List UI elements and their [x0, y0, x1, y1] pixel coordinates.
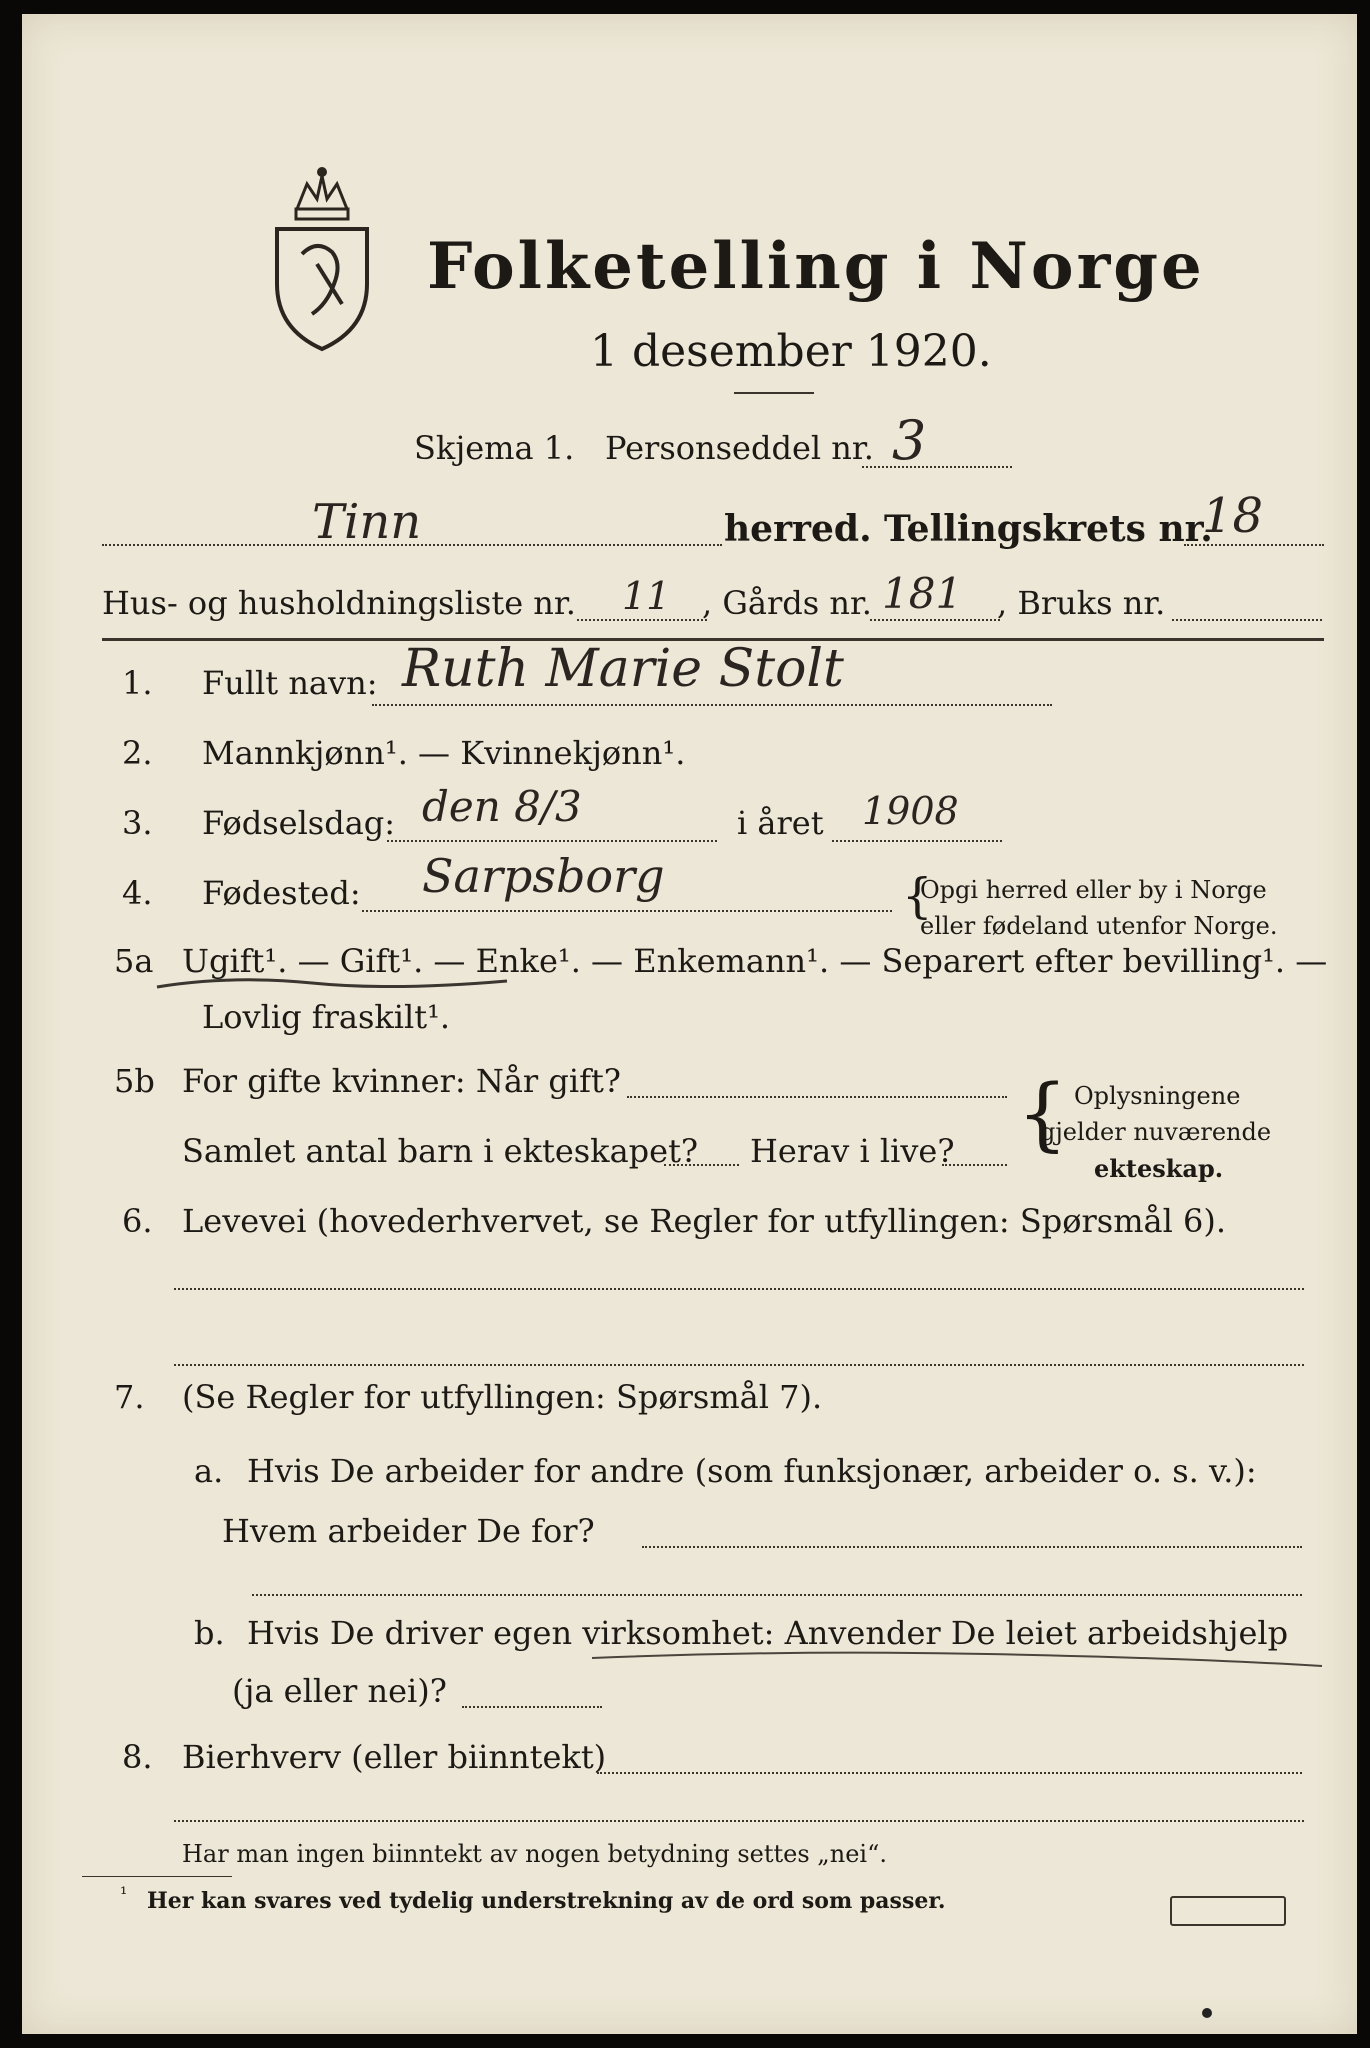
q5a-label: Ugift¹. — Gift¹. — Enke¹. — Enkemann¹. — Separert efter bevilling¹. —	[182, 942, 1328, 980]
krets-label: Tellingskrets nr.	[884, 508, 1213, 550]
schema-label: Skjema 1.	[414, 429, 575, 467]
herred-label: herred.	[724, 508, 872, 550]
q4-note-line-1: Opgi herred eller by i Norge	[920, 876, 1267, 904]
q7-label: (Se Regler for utfyllingen: Spørsmål 7).	[182, 1378, 823, 1416]
q5b-label: For gifte kvinner: Når gift?	[182, 1062, 621, 1100]
q5b-note-bracket: {	[1017, 1067, 1068, 1160]
printer-stamp-icon	[1170, 1896, 1286, 1926]
q5b-note-line-1: Oplysningene	[1074, 1082, 1241, 1110]
birthplace-value[interactable]: Sarpsborg	[422, 849, 665, 903]
hus-label: Hus- og husholdningsliste nr.	[102, 584, 576, 622]
q5b-label-2: Samlet antal barn i ekteskapet?	[182, 1132, 699, 1170]
full-name-value[interactable]: Ruth Marie Stolt	[402, 639, 844, 699]
q8-label: Bierhverv (eller biinntekt)	[182, 1738, 607, 1776]
q1-number: 1.	[122, 664, 153, 702]
q7b-underline	[587, 1644, 1327, 1674]
gards-label: , Gårds nr.	[702, 584, 872, 622]
form-title: Folketelling i Norge	[427, 229, 1205, 304]
q4-note-line-2: eller fødeland utenfor Norge.	[920, 912, 1278, 940]
title-rule	[734, 392, 814, 394]
norway-coat-of-arms-icon	[262, 154, 382, 354]
q8-number: 8.	[122, 1738, 153, 1776]
q4-label: Fødested:	[202, 874, 361, 912]
q3-number: 3.	[122, 804, 153, 842]
herred-value[interactable]: Tinn	[312, 494, 422, 550]
krets-value[interactable]: 18	[1202, 488, 1264, 544]
q4-number: 4.	[122, 874, 153, 912]
gards-value[interactable]: 181	[882, 569, 963, 618]
q5b-note-line-2: gjelder nuværende	[1040, 1118, 1272, 1146]
census-form-page	[22, 14, 1357, 2034]
person-number-value[interactable]: 3	[892, 409, 927, 472]
q5b-label-3: Herav i live?	[750, 1132, 955, 1170]
q7b-number: b.	[194, 1614, 225, 1652]
birthdate-value[interactable]: den 8/3	[422, 782, 582, 831]
q7b-label: Hvis De driver egen virksomhet: Anvender De leiet arbeidshjelp	[247, 1614, 1289, 1652]
footer-note: Har man ingen biinntekt av nogen betydning settes „nei“.	[182, 1840, 887, 1868]
hus-value[interactable]: 11	[622, 574, 671, 618]
q7-number: 7.	[114, 1378, 145, 1416]
q5b-number: 5b	[114, 1062, 155, 1100]
q2-number: 2.	[122, 734, 153, 772]
q1-label: Fullt navn:	[202, 664, 378, 702]
person-number-label: Personseddel nr.	[605, 429, 874, 467]
birth-year-value[interactable]: 1908	[862, 789, 959, 833]
q5a-label-2: Lovlig fraskilt¹.	[202, 998, 451, 1036]
q7a-number: a.	[194, 1452, 224, 1490]
q6-number: 6.	[122, 1202, 153, 1240]
q5b-note-line-3: ekteskap.	[1094, 1154, 1224, 1183]
q7a-label: Hvis De arbeider for andre (som funksjonær, arbeider o. s. v.):	[247, 1452, 1257, 1490]
footnote-mark: ¹	[120, 1884, 128, 1905]
marital-status-underline	[152, 969, 512, 999]
q3-year-label: i året	[737, 804, 824, 842]
q7b-label-2: (ja eller nei)?	[232, 1672, 447, 1710]
footnote-rule	[82, 1876, 232, 1877]
q7a-label-2: Hvem arbeider De for?	[222, 1512, 595, 1550]
footnote-text: Her kan svares ved tydelig understrekning av de ord som passer.	[147, 1888, 946, 1914]
ink-dot	[1202, 2008, 1212, 2018]
census-date: 1 desember 1920.	[590, 326, 992, 377]
q3-label: Fødselsdag:	[202, 804, 396, 842]
q2-label: Mannkjønn¹. — Kvinnekjønn¹.	[202, 734, 686, 772]
bruks-label: , Bruks nr.	[997, 584, 1166, 622]
q5a-number: 5a	[114, 942, 154, 980]
q4-note-bracket: {	[902, 868, 933, 924]
q6-label: Levevei (hovederhvervet, se Regler for utfyllingen: Spørsmål 6).	[182, 1202, 1227, 1240]
